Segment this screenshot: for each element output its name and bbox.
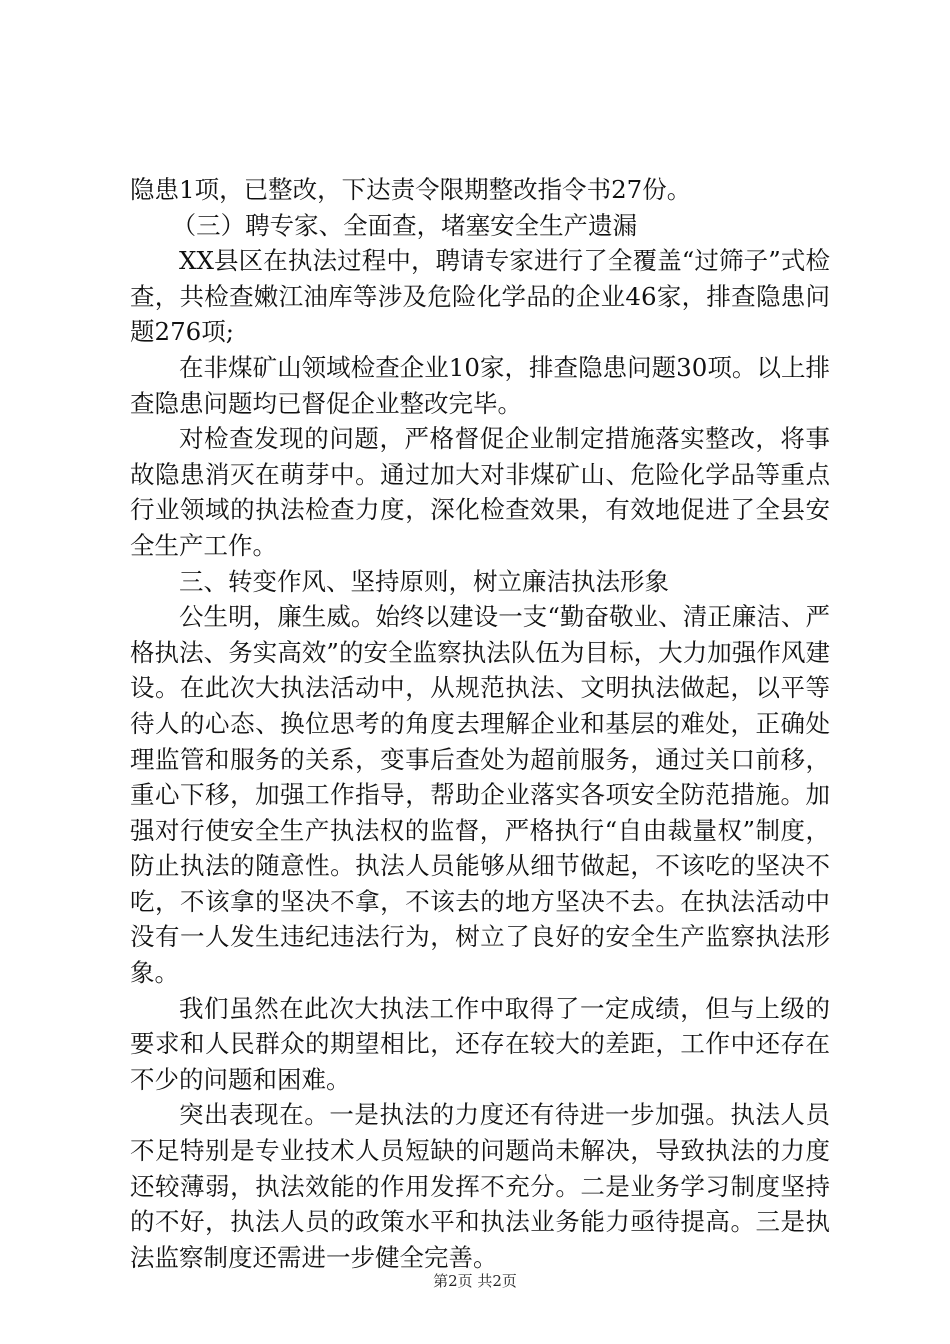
page-footer — [0, 1271, 950, 1291]
page-number: 第2页 共2页 — [433, 1272, 517, 1290]
document-body — [130, 172, 830, 1275]
section-heading-3: （三）聘专家、全面查，堵塞安全生产遗漏 — [171, 210, 638, 240]
paragraph-gaps: 我们虽然在此次大执法工作中取得了一定成绩，但与上级的要求和人民群众的期望相比，还存在较大的差距，工作中还存在不少的问题和困难。 — [130, 993, 830, 1094]
paragraph-integrity: 公生明，廉生威。始终以建设一支“勤奋敬业、清正廉洁、严格执法、务实高效”的安全监察执法队伍为目标，大力加强作风建设。在此次大执法活动中，从规范执法、文明执法做起，以平等待人的心态、换位思考的角度去理解企业和基层的难处，正确处理监管和服务的关系，变事后查处为超前服务，通过关口前移，重心下移，加强工作指导，帮助企业落实各项安全防范措施。加强对行使安全生产执法权的监督，严格执行“自由裁量权”制度，防止执法的随意性。执法人员能够从细节做起，不该吃的坚决不吃，不该拿的坚决不拿，不该去的地方坚决不去。在执法活动中没有一人发生违纪违法行为，树立了良好的安全生产监察执法形象。 — [130, 602, 830, 988]
section-heading-three: 三、转变作风、坚持原则，树立廉洁执法形象 — [179, 566, 669, 596]
paragraph-continuation: 隐患1项，已整改，下达责令限期整改指令书27份。 — [130, 175, 692, 204]
paragraph-problems: 突出表现在。一是执法的力度还有待进一步加强。执法人员不足特别是专业技术人员短缺的问题尚未解决，导致执法的力度还较薄弱，执法效能的作用发挥不充分。二是业务学习制度坚持的不好，执法人员的政策水平和执法业务能力亟待提高。三是执法监察制度还需进一步健全完善。 — [130, 1100, 830, 1272]
paragraph-non-coal-mines: 在非煤矿山领域检查企业10家，排查隐患问题30项。以上排查隐患问题均已督促企业整改完毕。 — [130, 352, 830, 418]
paragraph-expert-inspection: XX县区在执法过程中，聘请专家进行了全覆盖“过筛子”式检查，共检查嫩江油库等涉及危险化学品的企业46家，排查隐患问题276项; — [130, 246, 830, 347]
paragraph-rectification: 对检查发现的问题，严格督促企业制定措施落实整改，将事故隐患消灭在萌芽中。通过加大对非煤矿山、危险化学品等重点行业领域的执法检查力度，深化检查效果，有效地促进了全县安全生产工作。 — [130, 424, 830, 560]
